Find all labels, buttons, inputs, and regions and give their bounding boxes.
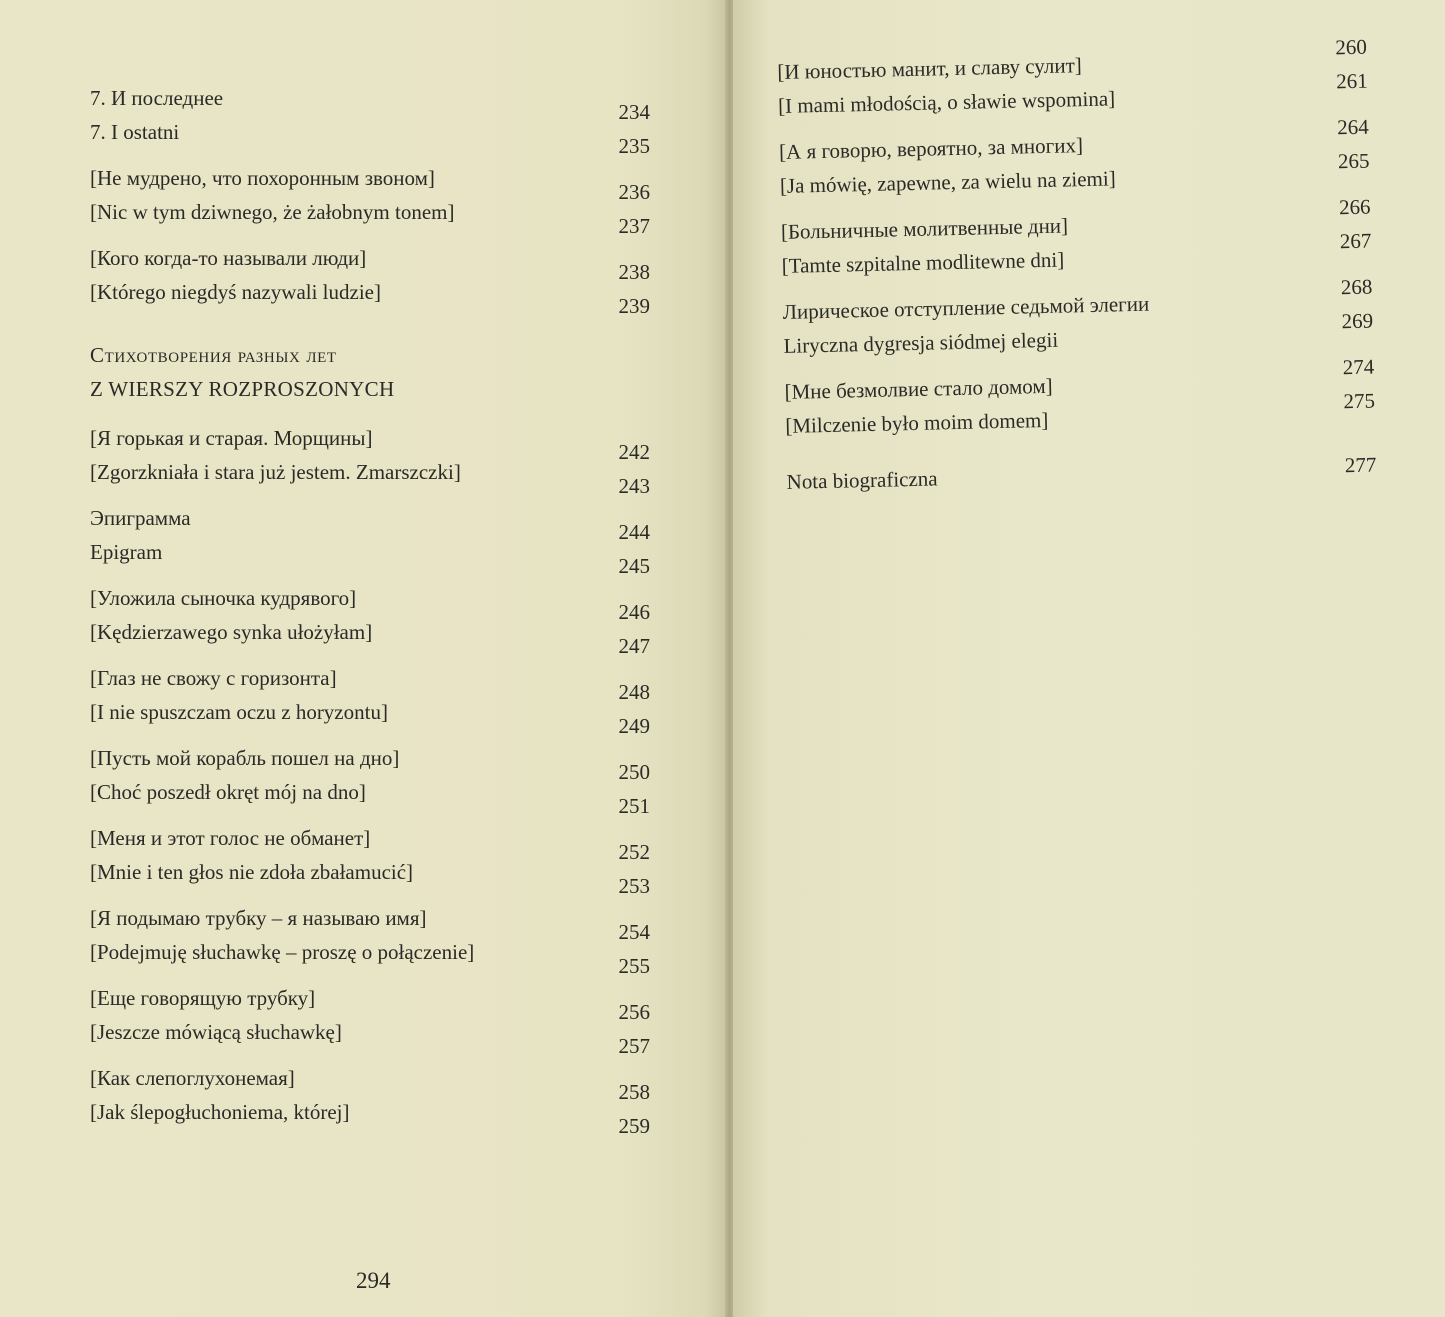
toc-group [90, 84, 650, 158]
toc-group [90, 1064, 650, 1138]
toc-entry [90, 278, 650, 318]
toc-entry [90, 118, 650, 158]
toc-group [90, 244, 650, 318]
toc-group [90, 584, 650, 658]
entry-title: [Больничные молитвенные дни] [780, 213, 1069, 244]
entry-page: 267 [1339, 228, 1372, 254]
toc-entry [90, 824, 650, 864]
entry-page: 275 [1343, 388, 1376, 414]
toc-entry [90, 744, 650, 784]
toc-group [780, 194, 1372, 286]
toc-entry [90, 1018, 650, 1058]
entry-page: 274 [1342, 354, 1375, 380]
entry-title: [Я подымаю трубку – я называю имя] [90, 906, 427, 930]
toc-entry [90, 198, 650, 238]
entry-page: 264 [1336, 114, 1369, 140]
entry-page: 238 [618, 260, 650, 284]
entry-page: 237 [618, 214, 650, 238]
entry-title: Liryczna dygresja siódmej elegii [783, 327, 1059, 358]
toc-entry [90, 904, 650, 944]
toc-group [90, 164, 650, 238]
entry-title: [Кого когда-то называли люди] [90, 246, 367, 270]
toc-entry [90, 458, 650, 498]
entry-page: 243 [618, 474, 650, 498]
entry-title: [Tamte szpitalne modlitewne dni] [781, 247, 1065, 278]
entry-page: 257 [618, 1034, 650, 1058]
entry-title: Лирическое отступление седьмой элегии [782, 291, 1150, 324]
entry-page: 249 [618, 714, 650, 738]
entry-title: [Уложила сыночка кудрявого] [90, 586, 357, 610]
entry-title: [Еще говорящую трубку] [90, 986, 316, 1010]
entry-title: [Jak ślepogłuchoniema, której] [90, 1100, 350, 1124]
entry-title: [Ja mówię, zapewne, za wielu na ziemi] [779, 166, 1116, 198]
toc-group [777, 34, 1368, 126]
toc-entry [90, 938, 650, 978]
entry-page: 266 [1338, 194, 1371, 220]
entry-page: 260 [1335, 34, 1368, 60]
entry-page: 236 [618, 180, 650, 204]
right-page [733, 0, 1445, 1317]
entry-page: 250 [618, 760, 650, 784]
entry-page: 256 [618, 1000, 650, 1024]
toc-entry [90, 664, 650, 704]
entry-title: [Którego niegdyś nazywali ludzie] [90, 280, 381, 304]
toc-group [90, 744, 650, 818]
entry-title: [Пусть мой корабль пошел на дно] [90, 746, 400, 770]
section-heading [90, 338, 650, 406]
right-toc [777, 34, 1377, 514]
toc-entry [90, 858, 650, 898]
entry-page: 244 [618, 520, 650, 544]
entry-page: 234 [618, 100, 650, 124]
entry-title: [Mnie i ten głos nie zdoła zbałamucić] [90, 860, 414, 884]
entry-page: 253 [618, 874, 650, 898]
entry-page: 265 [1337, 148, 1370, 174]
entry-page: 246 [618, 600, 650, 624]
left-toc [90, 84, 650, 1144]
toc-group [90, 984, 650, 1058]
entry-page: 277 [1344, 452, 1377, 478]
toc-entry [90, 984, 650, 1024]
entry-title: [Zgorzkniała i stara już jestem. Zmarszczki] [90, 460, 461, 484]
toc-group [90, 424, 650, 498]
entry-title: [Не мудрено, что похоронным звоном] [90, 166, 435, 190]
toc-group [90, 824, 650, 898]
entry-title: Epigram [90, 540, 163, 564]
entry-page: 261 [1335, 68, 1368, 94]
entry-title: [Milczenie było moim domem] [785, 407, 1049, 438]
entry-page: 254 [618, 920, 650, 944]
toc-group [784, 354, 1376, 446]
section-heading-ru: Стихотворения разных лет [90, 343, 337, 367]
toc-entry [90, 84, 650, 124]
entry-title: [Меня и этот голос не обманет] [90, 826, 371, 850]
toc-entry [90, 584, 650, 624]
toc-entry [90, 424, 650, 464]
entry-page: 255 [618, 954, 650, 978]
entry-page: 235 [618, 134, 650, 158]
entry-page: 258 [618, 1080, 650, 1104]
toc-entry [90, 244, 650, 284]
entry-title: [Kędzierzawego synka ułożyłam] [90, 620, 373, 644]
toc-group [786, 452, 1377, 502]
toc-entry [90, 538, 650, 578]
toc-entry [90, 1064, 650, 1104]
entry-page: 269 [1341, 308, 1374, 334]
entry-title: [А я говорю, вероятно, за многих] [778, 133, 1084, 164]
toc-group [90, 504, 650, 578]
entry-title: 7. I ostatni [90, 120, 180, 144]
entry-title: 7. И последнее [90, 86, 224, 110]
toc-entry [90, 698, 650, 738]
entry-title: [Podejmuję słuchawkę – proszę o połączenie] [90, 940, 475, 964]
entry-page: 268 [1340, 274, 1373, 300]
entry-page: 247 [618, 634, 650, 658]
entry-title: [Как слепоглухонемая] [90, 1066, 295, 1090]
toc-entry [90, 618, 650, 658]
entry-title: Nota biograficzna [786, 466, 938, 494]
entry-title: [Мне безмолвие стало домом] [784, 373, 1053, 404]
entry-title: [Nic w tym dziwnego, że żałobnym tonem] [90, 200, 455, 224]
toc-group [90, 904, 650, 978]
toc-entry [90, 164, 650, 204]
entry-title: [Я горькая и старая. Морщины] [90, 426, 373, 450]
entry-page: 248 [618, 680, 650, 704]
entry-page: 239 [618, 294, 650, 318]
entry-page: 251 [618, 794, 650, 818]
toc-entry [90, 778, 650, 818]
entry-title: [Choć poszedł okręt mój na dno] [90, 780, 366, 804]
section-heading-pl: Z WIERSZY ROZPROSZONYCH [90, 377, 395, 401]
toc-entry [90, 504, 650, 544]
entry-page: 242 [618, 440, 650, 464]
entry-title: [И юностью манит, и славу сулит] [777, 53, 1082, 84]
toc-group [778, 114, 1370, 206]
toc-entry-nota [786, 452, 1377, 502]
entry-title: [I mami młodością, o sławie wspomina] [777, 86, 1116, 118]
entry-page: 259 [618, 1114, 650, 1138]
entry-title: [I nie spuszczam oczu z horyzontu] [90, 700, 388, 724]
page-number: 294 [356, 1268, 391, 1293]
entry-page: 252 [618, 840, 650, 864]
entry-title: [Глаз не свожу с горизонта] [90, 666, 337, 690]
toc-group [90, 664, 650, 738]
toc-group [782, 274, 1374, 366]
toc-entry [90, 1098, 650, 1138]
entry-title: Эпиграмма [90, 506, 191, 530]
entry-title: [Jeszcze mówiącą słuchawkę] [90, 1020, 342, 1044]
entry-page: 245 [618, 554, 650, 578]
